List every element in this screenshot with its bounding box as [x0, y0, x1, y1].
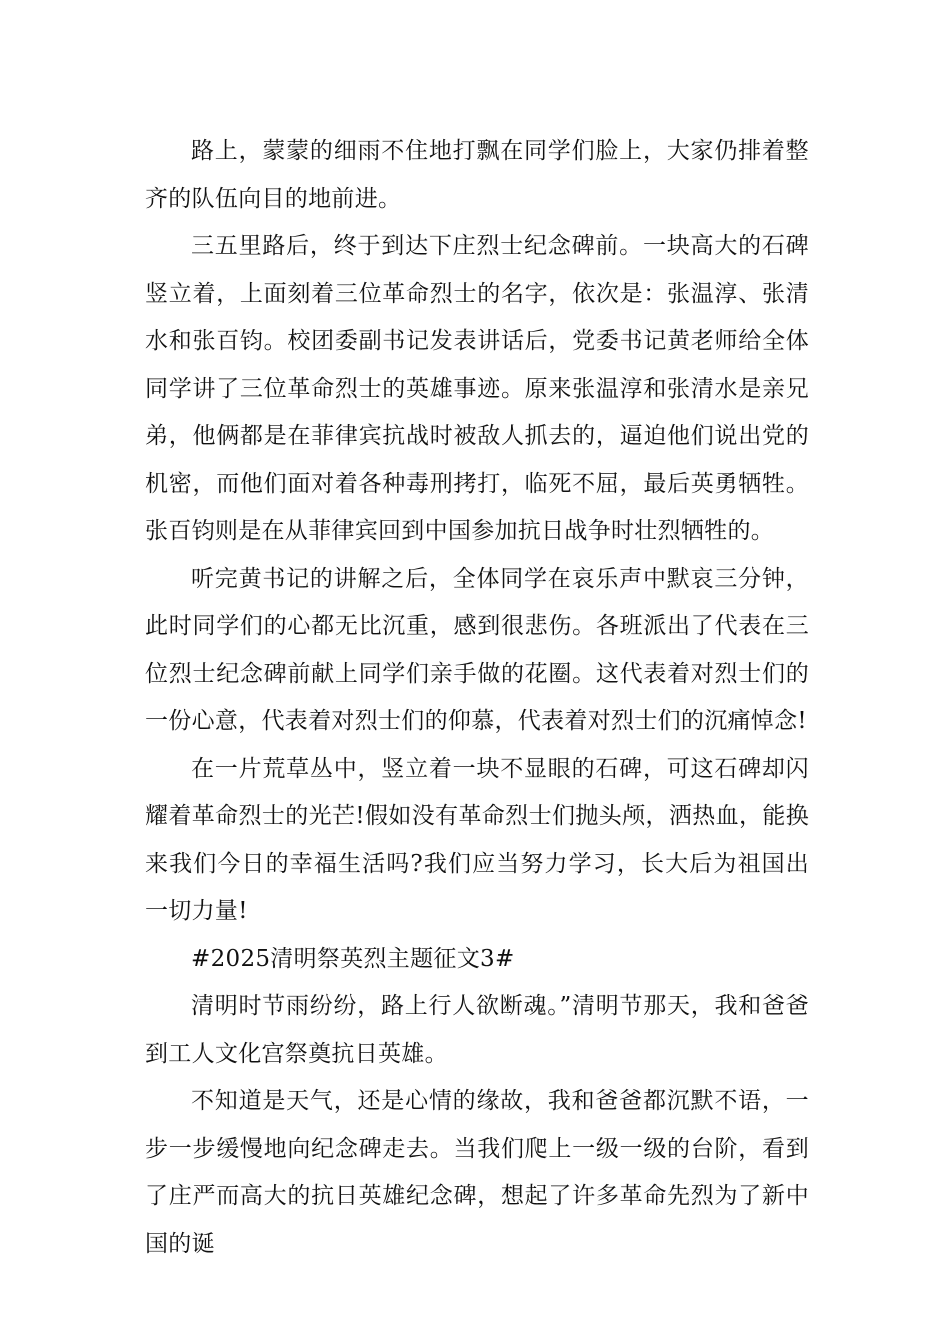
paragraph-5: 清明时节雨纷纷，路上行人欲断魂。”清明节那天，我和爸爸到工人文化宫祭奠抗日英雄。: [145, 993, 809, 1067]
paragraph-3: 听完黄书记的讲解之后，全体同学在哀乐声中默哀三分钟，此时同学们的心都无比沉重，感到很悲伤。各班派出了代表在三位烈士纪念碑前献上同学们亲手做的花圈。这代表着对烈士们的一份心意，代表着对烈士们的仰慕，代表着对烈士们的沉痛悼念!: [145, 565, 809, 734]
section-heading: #2025清明祭英烈主题征文3#: [191, 945, 515, 972]
paragraph-1: 路上，蒙蒙的细雨不住地打飘在同学们脸上，大家仍排着整齐的队伍向目的地前进。: [145, 138, 809, 212]
paragraph-6: 不知道是天气，还是心情的缘故，我和爸爸都沉默不语，一步一步缓慢地向纪念碑走去。当我们爬上一级一级的台阶，看到了庄严而高大的抗日英雄纪念碑，想起了许多革命先烈为了新中国的诞: [145, 1088, 809, 1257]
document-body: [145, 128, 809, 1268]
paragraph-2: 三五里路后，终于到达下庄烈士纪念碑前。一块高大的石碑竖立着，上面刻着三位革命烈士的名字，依次是：张温淳、张清水和张百钧。校团委副书记发表讲话后，党委书记黄老师给全体同学讲了三位革命烈士的英雄事迹。原来张温淳和张清水是亲兄弟，他俩都是在菲律宾抗战时被敌人抓去的，逼迫他们说出党的机密，而他们面对着各种毒刑拷打，临死不屈，最后英勇牺牲。张百钧则是在从菲律宾回到中国参加抗日战争时壮烈牺牲的。: [145, 233, 809, 544]
paragraph-4: 在一片荒草丛中，竖立着一块不显眼的石碑，可这石碑却闪耀着革命烈士的光芒!假如没有革命烈士们抛头颅，洒热血，能换来我们今日的幸福生活吗?我们应当努力学习，长大后为祖国出一切力量!: [145, 755, 809, 924]
